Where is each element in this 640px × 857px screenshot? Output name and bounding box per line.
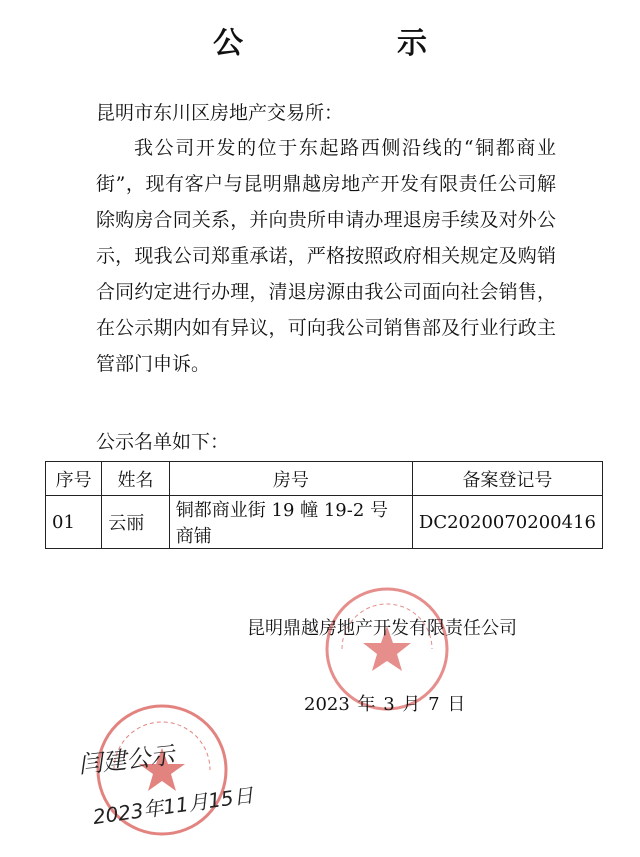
list-intro: 公示名单如下： bbox=[96, 431, 230, 453]
cell-room: 铜都商业街 19 幢 19-2 号商铺 bbox=[169, 496, 412, 549]
cell-registration: DC2020070200416 bbox=[412, 496, 602, 549]
roster-table bbox=[45, 461, 603, 549]
notice-body: 我公司开发的位于东起路西侧沿线的“铜都商业街”，现有客户与昆明鼎越房地产开发有限责任公司解除购房合同关系，并向贵所申请办理退房手续及对外公示，现我公司郑重承诺，严格按照政府相关规定及购销合同约定进行办理，清退房源由我公司面向社会销售，在公示期内如有异议，可向我公司销售部及行业行政主管部门申诉。 bbox=[96, 137, 556, 375]
signature-date: 2023 年 3 月 7 日 bbox=[304, 694, 466, 715]
header-index: 序号 bbox=[46, 462, 102, 496]
company-name: 昆明鼎越房地产开发有限责任公司 bbox=[247, 618, 517, 639]
header-registration: 备案登记号 bbox=[412, 462, 602, 496]
table-row bbox=[46, 496, 603, 549]
header-name: 姓名 bbox=[102, 462, 170, 496]
handwritten-date: 2023年11月15日 bbox=[91, 782, 255, 830]
header-room: 房号 bbox=[169, 462, 412, 496]
cell-index: 01 bbox=[46, 496, 102, 549]
addressee: 昆明市东川区房地产交易所： bbox=[96, 102, 344, 124]
handwritten-signature: 闫建公示 bbox=[77, 741, 176, 779]
document-title: 公 示 bbox=[213, 26, 489, 61]
table-header-row bbox=[46, 462, 603, 496]
cell-name: 云丽 bbox=[102, 496, 170, 549]
